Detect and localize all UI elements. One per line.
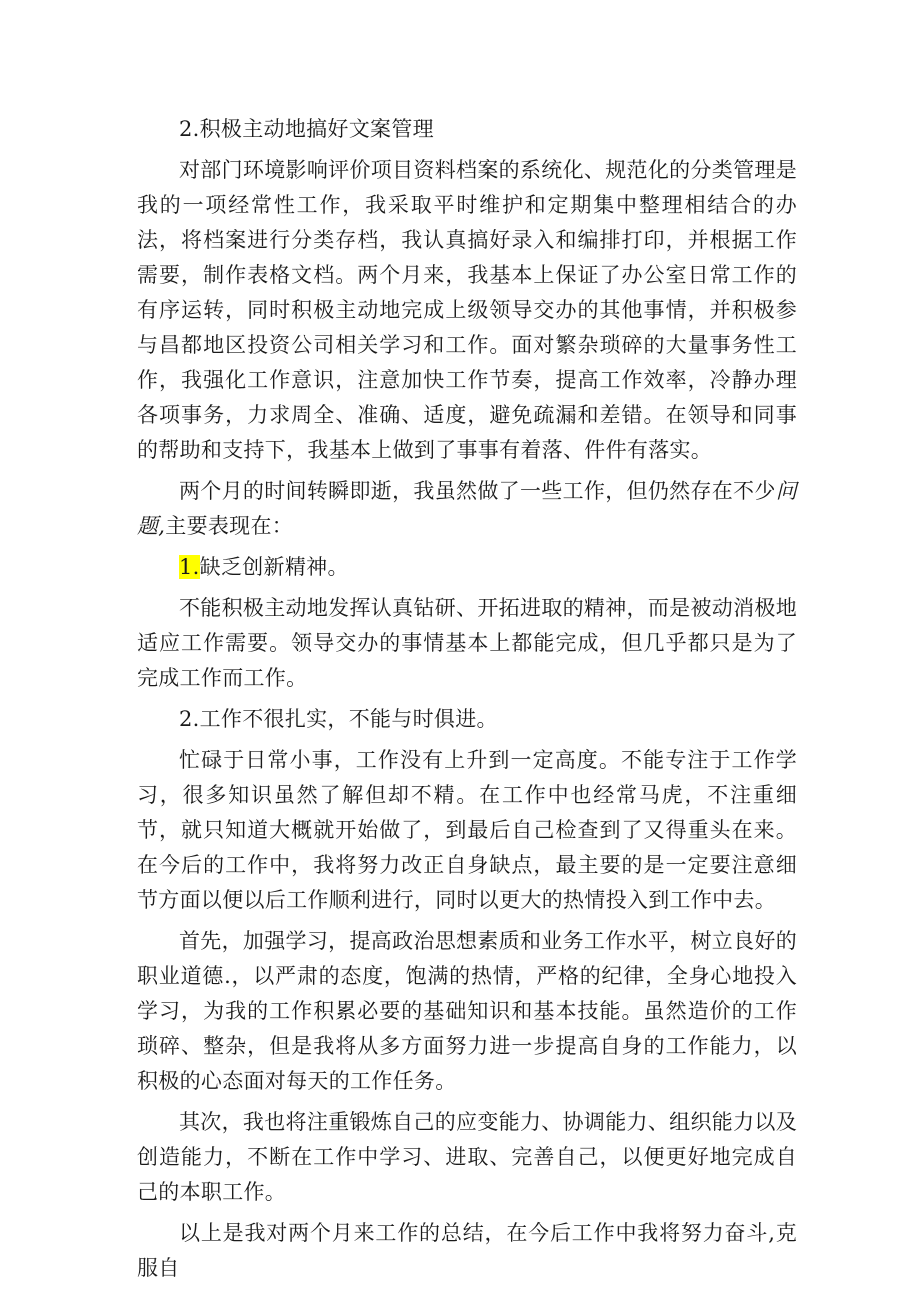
paragraph-archive-management: 对部门环境影响评价项目资料档案的系统化、规范化的分类管理是我的一项经常性工作，我采取平时维护和定期集中整理相结合的办法，将档案进行分类存档，我认真搞好录入和编排打印，并根据工作需要，制作表格文档。两个月来，我基本上保证了办公室日常工作的有序运转，同时积极主动地完成上级领导交办的其他事情，并积极参与昌都地区投资公司相关学习和工作。面对繁杂琐碎的大量事务性工作，我强化工作意识，注意加快工作节奏，提高工作效率，冷静办理各项事务，力求周全、准确、适度，避免疏漏和差错。在领导和同事的帮助和支持下，我基本上做到了事事有着落、件件有落实。 — [137, 158, 797, 462]
section-heading-not-solid: 2.工作不很扎实，不能与时俱进。 — [179, 707, 498, 731]
paragraph-first-study: 首先，加强学习，提高政治思想素质和业务工作水平，树立良好的职业道德.，以严肃的态度，饱满的热情，严格的纪律，全身心地投入学习，为我的工作积累必要的基础知识和基本技能。虽然造价的工作琐碎、整杂，但是我将从多方面努力进一步提高自身的工作能力，以积极的心态面对每天的工作任务。 — [137, 929, 797, 1093]
paragraph-lack-innovation: 不能积极主动地发挥认真钻研、开拓进取的精神，而是被动消极地适应工作需要。领导交办的事情基本上都能完成，但几乎都只是为了完成工作而工作。 — [137, 596, 797, 690]
section-heading-document-management: 2.积极主动地搞好文案管理 — [179, 117, 434, 141]
problems-intro-text: 两个月的时间转瞬即逝，我虽然做了一些工作，但仍然存在不少 — [179, 479, 776, 503]
paragraph-not-solid: 忙碌于日常小事，工作没有上升到一定高度。不能专注于工作学习，很多知识虽然了解但却不精。在工作中也经常马虎，不注重细节，就只知道大概就开始做了，到最后自己检查到了又得重头在来。在今后的工作中，我将努力改正自身缺点，最主要的是一定要注意细节方面以便以后工作顺利进行，同时以更大的热情投入到工作中去。 — [137, 748, 797, 912]
section-heading-lack-innovation — [137, 550, 797, 585]
paragraph-second-abilities: 其次，我也将注重锻炼自己的应变能力、协调能力、组织能力以及创造能力，不断在工作中学习、进取、完善自己，以便更好地完成自己的本职工作。 — [137, 1110, 797, 1204]
highlighted-number: 1. — [179, 555, 200, 579]
paragraph-problems-intro — [137, 474, 797, 544]
document-page — [137, 112, 797, 1292]
paragraph-summary: 以上是我对两个月来工作的总结，在今后工作中我将努力奋斗,克服自 — [137, 1221, 797, 1280]
heading-lack-innovation-text: 缺乏创新精神。 — [199, 555, 349, 579]
problems-intro-tail: 主要表现在： — [165, 514, 294, 538]
problems-italic-word: 问题, — [137, 479, 797, 538]
